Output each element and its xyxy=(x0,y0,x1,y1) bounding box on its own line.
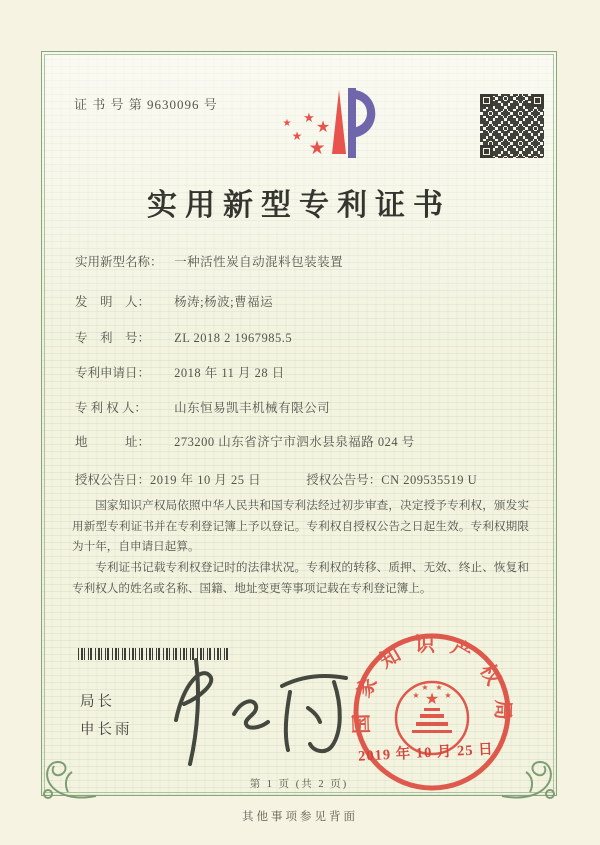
svg-text:★: ★ xyxy=(282,118,292,129)
qr-code-icon xyxy=(480,94,544,158)
field-label: 发 明 人： xyxy=(75,295,151,309)
corner-flourish-icon xyxy=(38,752,100,804)
field-value: 杨涛;杨波;曹福运 xyxy=(174,295,274,309)
svg-text:★: ★ xyxy=(291,129,303,143)
legal-text xyxy=(72,496,529,599)
svg-text:★: ★ xyxy=(303,110,315,125)
field-row-grant xyxy=(75,470,477,488)
field-row-inventors xyxy=(75,292,273,310)
field-value: 273200 山东省济宁市泗水县泉福路 024 号 xyxy=(174,435,415,449)
field-label: 专 利 权 人： xyxy=(75,401,147,415)
svg-text:★: ★ xyxy=(435,683,443,692)
field-label: 专利申请日： xyxy=(75,366,151,380)
field-row-application-date xyxy=(75,363,285,381)
signer-title: 局长 xyxy=(80,694,115,710)
grant-date-label: 授权公告日： xyxy=(75,473,151,487)
field-row-utility-model-name xyxy=(75,252,343,270)
signature-icon xyxy=(162,652,362,772)
seal-date: 2019 年 10 月 25 日 xyxy=(357,741,495,765)
field-row-patent-number xyxy=(75,328,292,346)
grant-date-value: 2019 年 10 月 25 日 xyxy=(150,473,262,487)
signer-block xyxy=(80,690,133,746)
page-info: 第 1 页 (共 2 页) xyxy=(249,779,349,790)
footer-note: 其他事项参见背面 xyxy=(242,811,358,823)
certificate-panel xyxy=(41,51,557,796)
field-value: 2018 年 11 月 28 日 xyxy=(174,366,285,380)
field-row-address xyxy=(75,432,415,450)
svg-text:★: ★ xyxy=(315,119,331,136)
field-row-patentee xyxy=(75,398,330,416)
grant-no-label: 授权公告号： xyxy=(306,473,382,487)
corner-flourish-icon xyxy=(498,752,560,804)
field-value: 一种活性炭自动混料包装装置 xyxy=(174,255,344,269)
legal-paragraph-1: 国家知识产权局依照中华人民共和国专利法经过初步审查，决定授予专利权，颁发实用新型专利证书并在专利登记簿上予以登记。专利权自授权公告之日起生效。专利权期限为十年，自申请日起算。 xyxy=(72,499,529,554)
field-value: 山东恒易凯丰机械有限公司 xyxy=(174,401,331,415)
field-label: 地 址： xyxy=(75,435,151,449)
grant-no-value: CN 209535519 U xyxy=(381,473,478,487)
svg-text:国家知识产权局 xyxy=(350,633,514,734)
signer-name: 申长雨 xyxy=(80,722,133,738)
svg-text:★: ★ xyxy=(424,691,440,708)
certificate-number: 证 书 号 第 9630096 号 xyxy=(74,97,218,112)
svg-text:★: ★ xyxy=(308,138,326,159)
legal-paragraph-2: 专利证书记载专利权登记时的法律状况。专利权的转移、质押、无效、终止、恢复和专利权人的姓名或名称、国籍、地址变更等事项记载在专利登记簿上。 xyxy=(72,560,529,595)
patent-logo-icon xyxy=(235,82,393,190)
qr-finder xyxy=(480,94,493,107)
svg-text:★: ★ xyxy=(412,691,420,700)
field-label: 实用新型名称： xyxy=(75,255,163,269)
field-value: ZL 2018 2 1967985.5 xyxy=(174,331,293,345)
svg-text:★: ★ xyxy=(421,683,429,692)
official-seal-icon xyxy=(350,630,514,794)
svg-text:★: ★ xyxy=(444,691,452,700)
seal-text: 国家知识产权局 xyxy=(350,633,514,735)
qr-finder xyxy=(531,94,544,107)
field-label: 专 利 号： xyxy=(75,331,151,345)
qr-finder xyxy=(480,145,493,158)
certificate-title: 实用新型专利证书 xyxy=(147,189,451,222)
